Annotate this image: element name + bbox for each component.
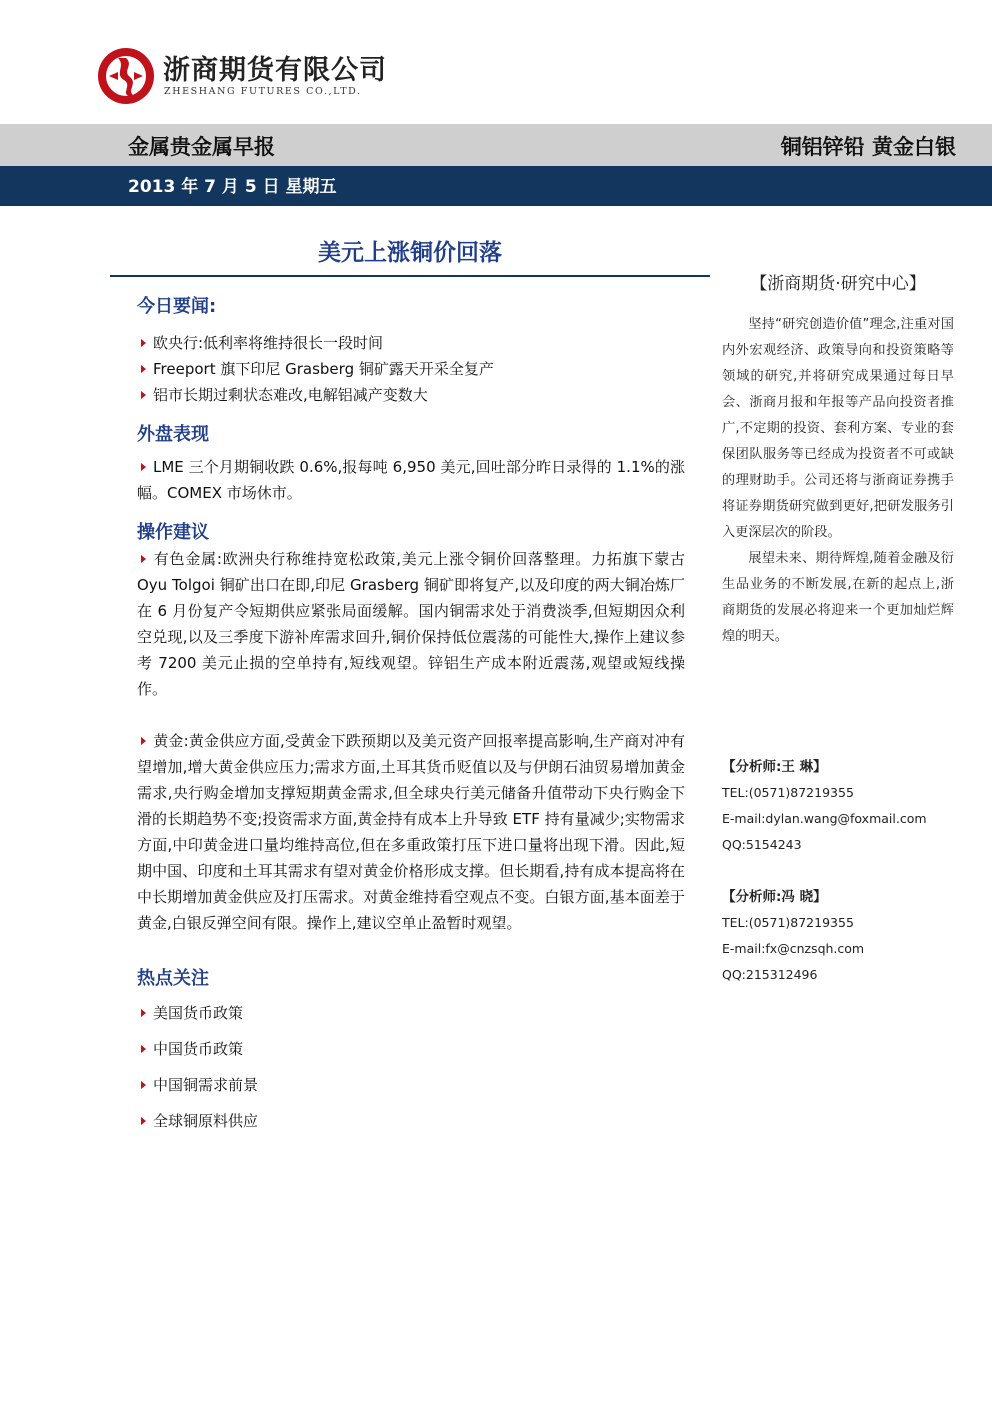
bullet-arrow-icon <box>141 339 146 347</box>
page-title: 美元上涨铜价回落 <box>318 240 502 266</box>
bullet-arrow-icon <box>141 391 146 399</box>
analyst-tel: TEL:(0571)87219355 <box>722 785 854 800</box>
hot-item <box>137 1036 685 1062</box>
bullet-arrow-icon <box>141 1117 146 1125</box>
analyst-name: 【分析师:王 琳】 <box>722 759 827 775</box>
news-section-title: 今日要闻: <box>137 296 217 317</box>
sidebar <box>722 270 954 650</box>
report-date: 2013 年 7 月 5 日 星期五 <box>128 177 337 197</box>
analyst-email: E-mail:dylan.wang@foxmail.com <box>722 811 927 826</box>
sidebar-paragraph: 坚持“研究创造价值”理念,注重对国内外宏观经济、政策导向和投资策略等领域的研究,并将研究成果通过每日早会、浙商月报和年报等产品向投资者推广,不定期的投资、套利方案、专业的套保团队服务等已经成为投资者不可或缺的理财助手。公司还将与浙商证券携手将证券期货研究做到更好,把研发服务引入更深层次的阶段。 <box>722 317 954 540</box>
report-tags: 铜铝锌铅 黄金白银 <box>780 135 956 159</box>
bullet-arrow-icon <box>141 1081 146 1089</box>
hot-item <box>137 1072 685 1098</box>
news-item <box>137 382 685 408</box>
report-type: 金属贵金属早报 <box>128 135 275 159</box>
news-item-text: 欧央行:低利率将维持很长一段时间 <box>153 334 384 352</box>
bullet-arrow-icon <box>141 463 146 471</box>
analyst-tel: TEL:(0571)87219355 <box>722 915 854 930</box>
metals-advice-text: 有色金属:欧洲央行称维持宽松政策,美元上涨令铜价回落整理。力拓旗下蒙古 Oyu Tolgoi 铜矿出口在即,印尼 Grasberg 铜矿即将复产,以及印度的两大铜冶炼厂在 6 月份复产令短期供应紧张局面缓解。国内铜需求处于消费淡季,但短期因众利空兑现,以及三季度下游补库需求回升,铜价保持低位震荡的可能性大,操作上建议参考 7200 美元止损的空单持有,短线观望。锌铝生产成本附近震荡,观望或短线操作。 <box>137 550 685 698</box>
news-item-text: 铝市长期过剩状态难改,电解铝减产变数大 <box>153 386 428 404</box>
analyst-qq: QQ:215312496 <box>722 967 818 982</box>
analyst-card <box>722 754 962 858</box>
bullet-arrow-icon <box>141 1045 146 1053</box>
hot-item <box>137 1108 685 1134</box>
hot-item-text: 美国货币政策 <box>153 1004 244 1022</box>
gold-advice-text: 黄金:黄金供应方面,受黄金下跌预期以及美元资产回报率提高影响,生产商对冲有望增加,增大黄金供应压力;需求方面,土耳其货币贬值以及与伊朗石油贸易增加黄金需求,央行购金增加支撑短期黄金需求,但全球央行美元储备升值带动下央行购金下滑的长期趋势不变;投资需求方面,黄金持有成本上升导致 ETF 持有量减少;实物需求方面,中印黄金进口量均维持高位,但在多重政策打压下进口量将出现下滑。因此,短期中国、印度和土耳其需求有望对黄金价格形成支撑。但长期看,持有成本提高将在中长期增加黄金供应及打压需求。对黄金维持看空观点不变。白银方面,基本面差于黄金,白银反弹空间有限。操作上,建议空单止盈暂时观望。 <box>137 732 685 932</box>
news-item <box>137 356 685 382</box>
metals-advice-paragraph <box>137 546 685 702</box>
analyst-name: 【分析师:冯 晓】 <box>722 889 827 905</box>
hot-item <box>137 1000 685 1026</box>
company-logo-icon <box>96 46 156 106</box>
main-column <box>137 294 685 1144</box>
advice-section-title: 操作建议 <box>137 522 209 543</box>
gold-advice-paragraph <box>137 728 685 936</box>
hot-item-text: 中国铜需求前景 <box>153 1076 259 1094</box>
company-name-cn: 浙商期货有限公司 <box>163 55 387 86</box>
paragraph-spacer <box>137 702 685 728</box>
analyst-card <box>722 884 962 988</box>
news-item-text: Freeport 旗下印尼 Grasberg 铜矿露天开采全复产 <box>153 360 494 378</box>
sidebar-paragraph: 展望未来、期待辉煌,随着金融及衍生品业务的不断发展,在新的起点上,浙商期货的发展必将迎来一个更加灿烂辉煌的明天。 <box>722 551 954 644</box>
hot-item-text: 全球铜原料供应 <box>153 1112 259 1130</box>
bullet-arrow-icon <box>141 555 146 563</box>
analyst-email: E-mail:fx@cnzsqh.com <box>722 941 865 956</box>
bullet-arrow-icon <box>141 737 146 745</box>
market-section-title: 外盘表现 <box>137 424 209 445</box>
sidebar-title: 【浙商期货·研究中心】 <box>750 274 926 294</box>
headline-divider <box>110 275 710 277</box>
analyst-qq: QQ:5154243 <box>722 837 802 852</box>
news-item <box>137 330 685 356</box>
company-name-en: ZHESHANG FUTURES CO.,LTD. <box>164 86 362 97</box>
hot-section-title: 热点关注 <box>137 968 209 989</box>
bullet-arrow-icon <box>141 1009 146 1017</box>
market-text: LME 三个月期铜收跌 0.6%,报每吨 6,950 美元,回吐部分昨日录得的 1.1%的涨幅。COMEX 市场休市。 <box>137 458 685 502</box>
bullet-arrow-icon <box>141 365 146 373</box>
market-paragraph <box>137 454 685 506</box>
hot-item-text: 中国货币政策 <box>153 1040 244 1058</box>
